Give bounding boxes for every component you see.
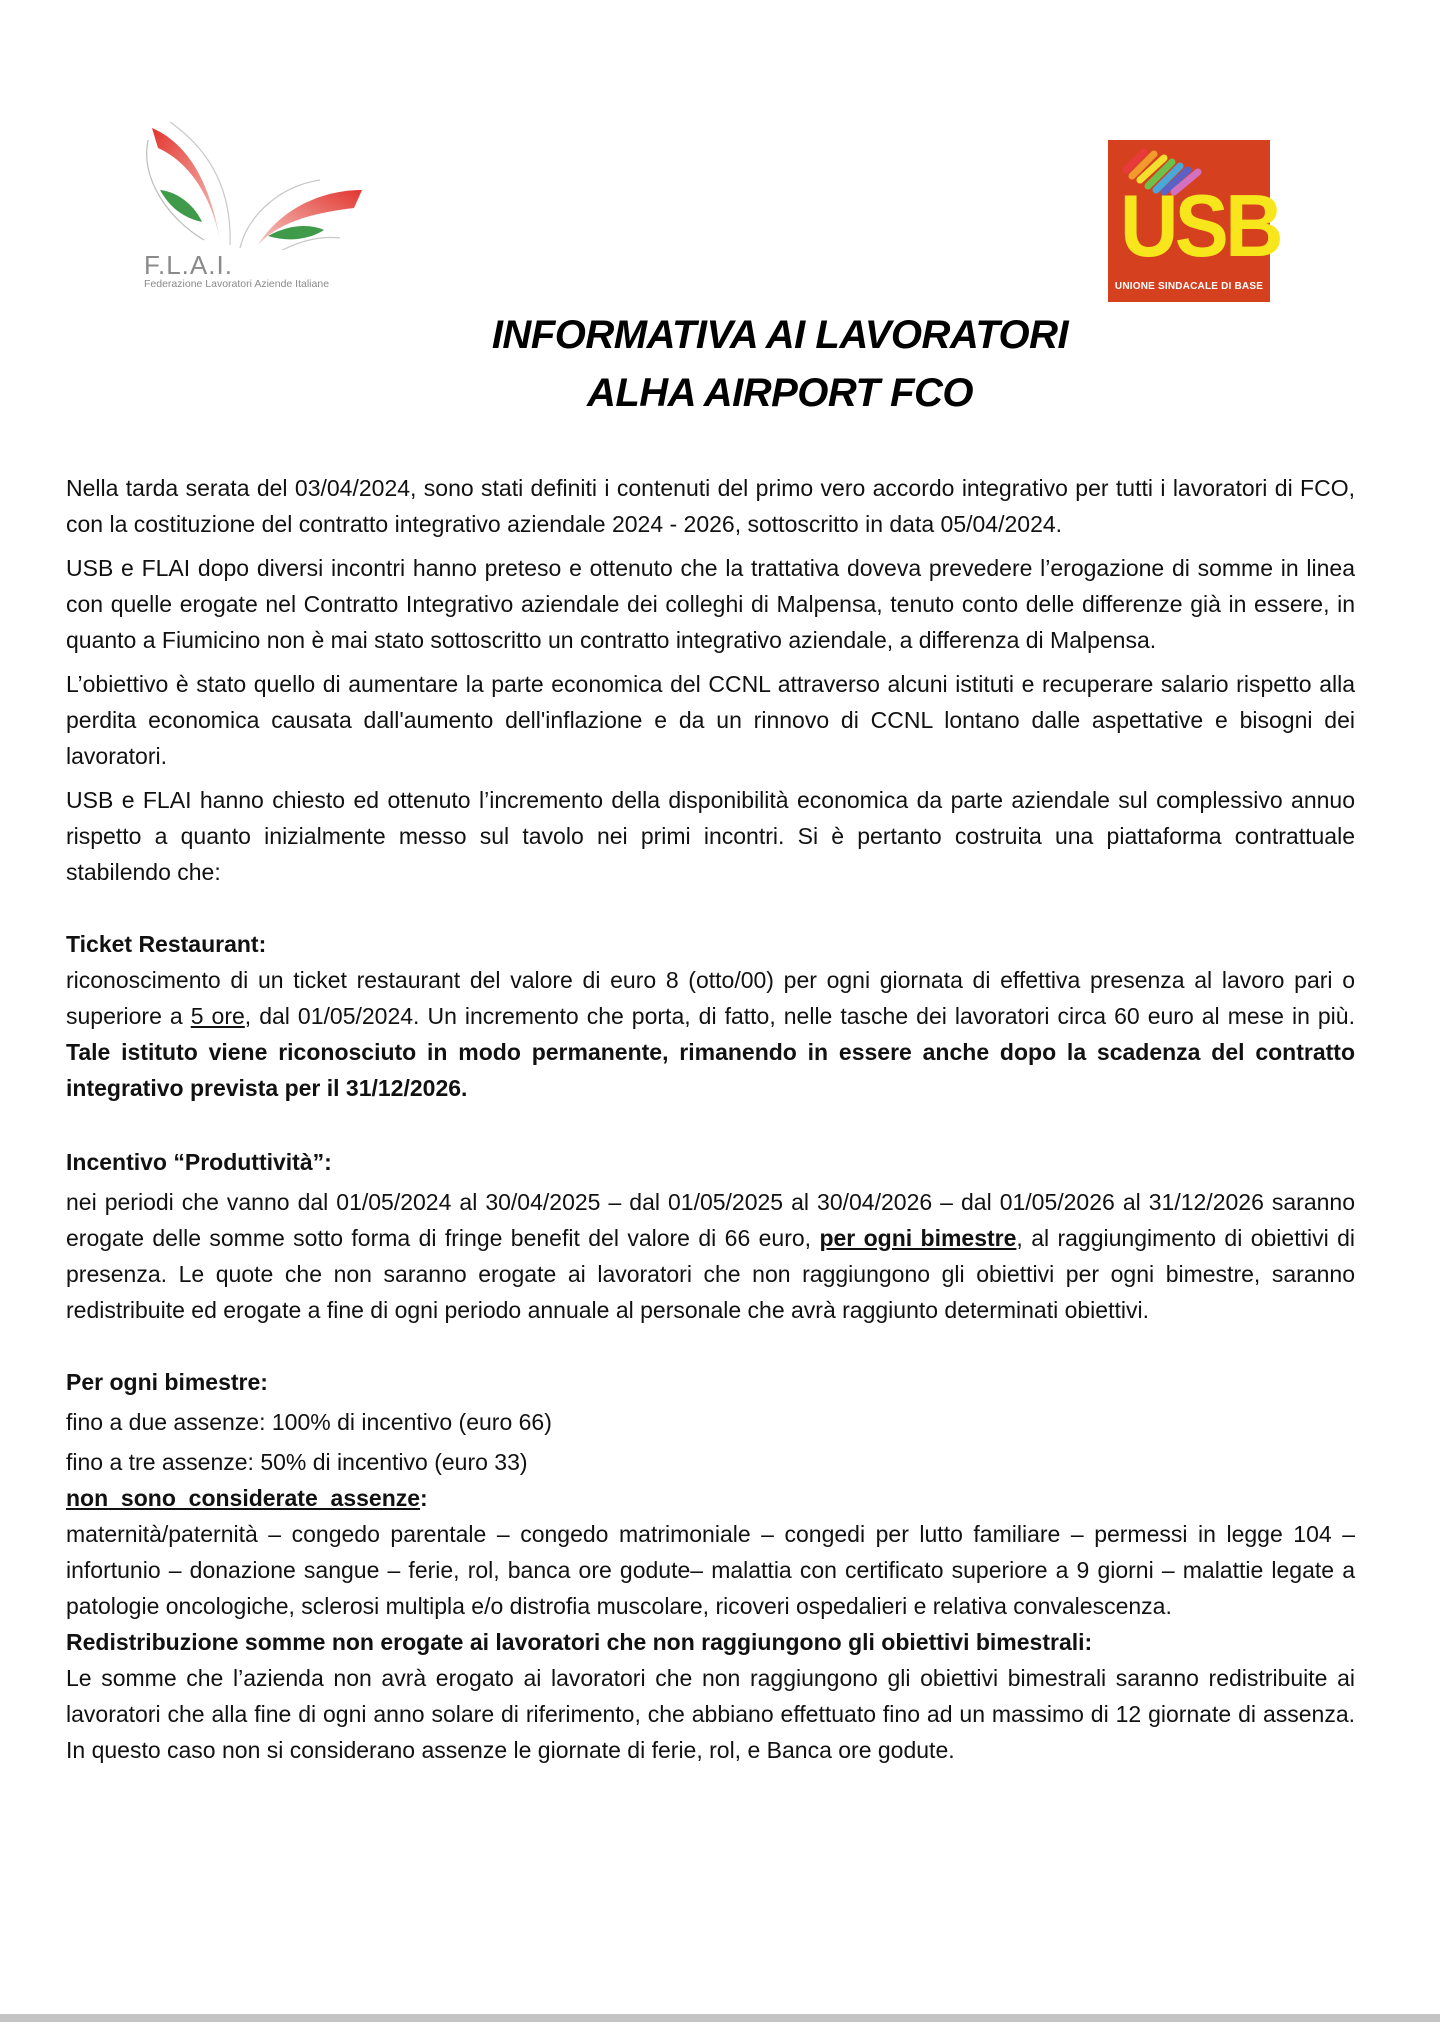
usb-logo: [1108, 140, 1280, 302]
incentivo-text-emphasis: per ogni bimestre: [819, 1225, 1017, 1251]
flai-butterfly-icon: [140, 120, 370, 250]
exclusions-heading: non sono considerate assenze: [66, 1485, 421, 1511]
exclusions-colon: :: [420, 1485, 428, 1511]
exclusions-heading-line: [66, 1480, 1355, 1516]
exclusions-text: maternità/paternità – congedo parentale – congedo matrimoniale – congedi per lutto familiare – permessi in legge 104 – infortunio – donazione sangue – ferie, rol, banca ore godute– malattia con certificato superiore a 9 giorni – malattie legate a patologie oncologiche, sclerosi multipla e/o distrofia muscolare, ricoveri ospedalieri e relativa convalescenza.: [66, 1521, 1355, 1619]
ticket-text-a: riconoscimento di un ticket restaurant del valore di euro 8 (otto/00) per ogni giornata di effettiva presenza al lavoro pari o superiore a: [66, 967, 1355, 1029]
ticket-text-b: , dal 01/05/2024. Un incremento che porta, di fatto, nelle tasche dei lavoratori circa 60 euro al mese in più.: [244, 1003, 1355, 1029]
ticket-text-bold: Tale istituto viene riconosciuto in modo permanente, rimanendo in essere anche dopo la scadenza del contratto integrativo prevista per il 31/12/2026.: [66, 1039, 1355, 1101]
bimestre-section: [66, 1364, 1355, 1624]
incentivo-section: [66, 1144, 1355, 1328]
title-line-1: INFORMATIVA AI LAVORATORI: [491, 313, 1069, 357]
redistribuzione-section: [66, 1624, 1355, 1768]
usb-logo-name: USB: [1120, 176, 1280, 275]
ticket-restaurant-section: [66, 926, 1355, 1106]
document-body: [66, 470, 1355, 1768]
ticket-restaurant-text: [66, 962, 1355, 1106]
redistribuzione-heading: Redistribuzione somme non erogate ai lavoratori che non raggiungono gli obiettivi bimestrali:: [66, 1629, 1093, 1655]
flai-logo: [140, 120, 370, 295]
bimestre-heading: Per ogni bimestre:: [66, 1369, 268, 1395]
intro-paragraph-1: Nella tarda serata del 03/04/2024, sono stati definiti i contenuti del primo vero accordo integrativo per tutti i lavoratori di FCO, con la costituzione del contratto integrativo aziendale 2024 - 2026, sottoscritto in data 05/04/2024.: [66, 475, 1355, 537]
incentivo-text-a: nei periodi che vanno dal 01/05/2024 al 30/04/2025 – dal 01/05/2025 al 30/04/2026 – dal 01/05/2026 al 31/12/2026 saranno erogate delle somme sotto forma di fringe benefit del valore di 66 euro,: [66, 1189, 1355, 1251]
title-line-2: ALHA AIRPORT FCO: [586, 371, 974, 415]
incentivo-text: [66, 1184, 1355, 1328]
redistribuzione-text: Le somme che l’azienda non avrà erogato ai lavoratori che non raggiungono gli obiettivi bimestrali saranno redistribuite ai lavoratori che alla fine di ogni anno solare di riferimento, che abbiano effettuato fino ad un massimo di 12 giornate di assenza. In questo caso non si considerano assenze le giornate di ferie, rol, e Banca ore godute.: [66, 1665, 1355, 1763]
bimestre-rule-1: fino a due assenze: 100% di incentivo (euro 66): [66, 1409, 552, 1435]
intro-paragraph-4: USB e FLAI hanno chiesto ed ottenuto l’incremento della disponibilità economica da parte aziendale sul complessivo annuo rispetto a quanto inizialmente messo sul tavolo nei primi incontri. Si è pertanto costruita una piattaforma contrattuale stabilendo che:: [66, 787, 1355, 885]
ticket-text-underlined: 5 ore: [190, 1003, 245, 1029]
bimestre-rule-2: fino a tre assenze: 50% di incentivo (euro 33): [66, 1449, 528, 1475]
document-title: [300, 306, 1260, 422]
intro-paragraph-2: USB e FLAI dopo diversi incontri hanno preteso e ottenuto che la trattativa doveva prevedere l’erogazione di somme in linea con quelle erogate nel Contratto Integrativo aziendale dei colleghi di Malpensa, tenuto conto delle differenze già in essere, in quanto a Fiumicino non è mai stato sottoscritto un contratto integrativo aziendale, a differenza di Malpensa.: [66, 555, 1355, 653]
flai-logo-subtitle: Federazione Lavoratori Aziende Italiane: [144, 278, 330, 290]
incentivo-heading: Incentivo “Produttività”:: [66, 1149, 332, 1175]
usb-logo-subtitle: UNIONE SINDACALE DI BASE: [1114, 281, 1264, 292]
ticket-restaurant-heading: Ticket Restaurant:: [66, 931, 267, 957]
flai-logo-name: F.L.A.I.: [144, 250, 233, 280]
incentivo-text-b: , al raggiungimento di obiettivi di presenza. Le quote che non saranno erogate ai lavoratori che non raggiungono gli obiettivi per ogni bimestre, saranno redistribuite ed erogate a fine di ogni periodo annuale al personale che avrà raggiunto determinati obiettivi.: [66, 1225, 1355, 1323]
intro-paragraph-3: L’obiettivo è stato quello di aumentare la parte economica del CCNL attraverso alcuni istituti e recuperare salario rispetto alla perdita economica causata dall'aumento dell'inflazione e da un rinnovo di CCNL lontano dalle aspettative e bisogni dei lavoratori.: [66, 671, 1355, 769]
page-bottom-edge: [0, 2014, 1440, 2022]
